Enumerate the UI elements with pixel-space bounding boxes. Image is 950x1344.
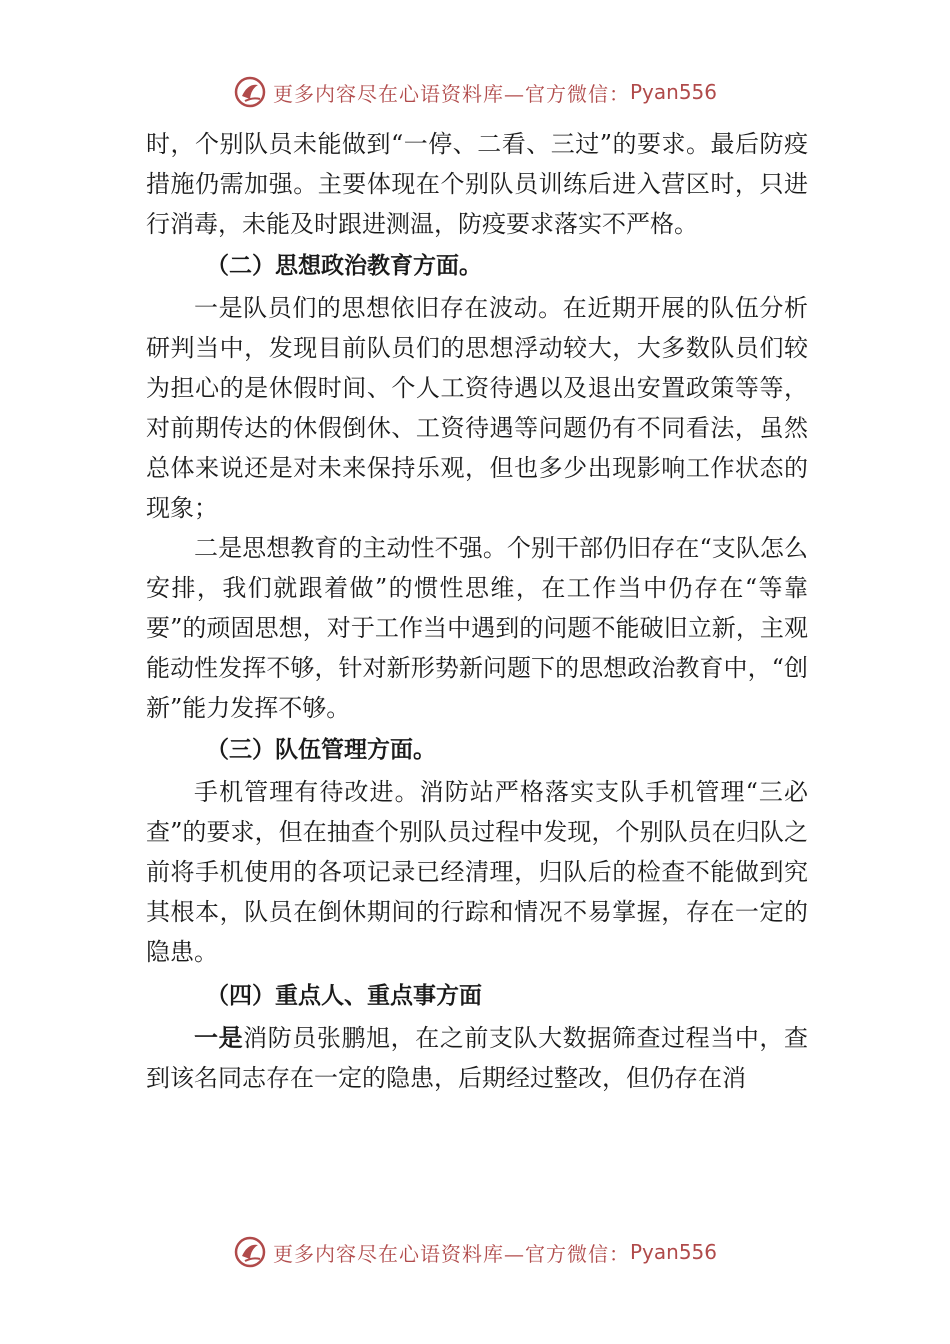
paragraph-2: 一是队员们的思想依旧存在波动。在近期开展的队伍分析研判当中，发现目前队员们的思想浮动较大，大多数队员们较为担心的是休假时间、个人工资待遇以及退出安置政策等等，对前期传达的休假倒休、工资待遇等问题仍有不同看法，虽然总体来说还是对未来保持乐观，但也多少出现影响工作状态的现象；	[146, 294, 808, 522]
watermark-header	[0, 72, 950, 112]
logo-icon	[233, 75, 267, 109]
watermark-id: Pyan556	[629, 80, 717, 104]
heading-key-persons: （四）重点人、重点事方面	[206, 983, 482, 1009]
logo-icon	[233, 1235, 267, 1269]
watermark-text: 更多内容尽在心语资料库—官方微信：	[272, 81, 630, 106]
paragraph-3: 二是思想教育的主动性不强。个别干部仍旧存在“支队怎么安排，我们就跟着做”的惯性思维，在工作当中仍存在“等靠要”的顽固思想，对于工作当中遇到的问题不能破旧立新，主观能动性发挥不够，针对新形势新问题下的思想政治教育中，“创新”能力发挥不够。	[146, 534, 808, 722]
heading-management: （三）队伍管理方面。	[206, 737, 436, 763]
watermark-id: Pyan556	[629, 1240, 717, 1264]
paragraph-5-lead: 一是	[194, 1024, 244, 1052]
document-body	[146, 124, 808, 1098]
watermark-text: 更多内容尽在心语资料库—官方微信：	[272, 1241, 630, 1266]
paragraph-5-text: 消防员张鹏旭，在之前支队大数据筛查过程当中，查到该名同志存在一定的隐患，后期经过整改，但仍存在消	[146, 1024, 809, 1092]
paragraph-4: 手机管理有待改进。消防站严格落实支队手机管理“三必查”的要求，但在抽查个别队员过程中发现，个别队员在归队之前将手机使用的各项记录已经清理，归队后的检查不能做到究其根本，队员在倒休期间的行踪和情况不易掌握，存在一定的隐患。	[146, 778, 808, 966]
paragraph-5	[146, 1018, 808, 1098]
watermark-footer	[0, 1232, 950, 1272]
heading-ideology: （二）思想政治教育方面。	[206, 253, 482, 279]
paragraph-1: 时，个别队员未能做到“一停、二看、三过”的要求。最后防疫措施仍需加强。主要体现在个别队员训练后进入营区时，只进行消毒，未能及时跟进测温，防疫要求落实不严格。	[146, 130, 808, 238]
